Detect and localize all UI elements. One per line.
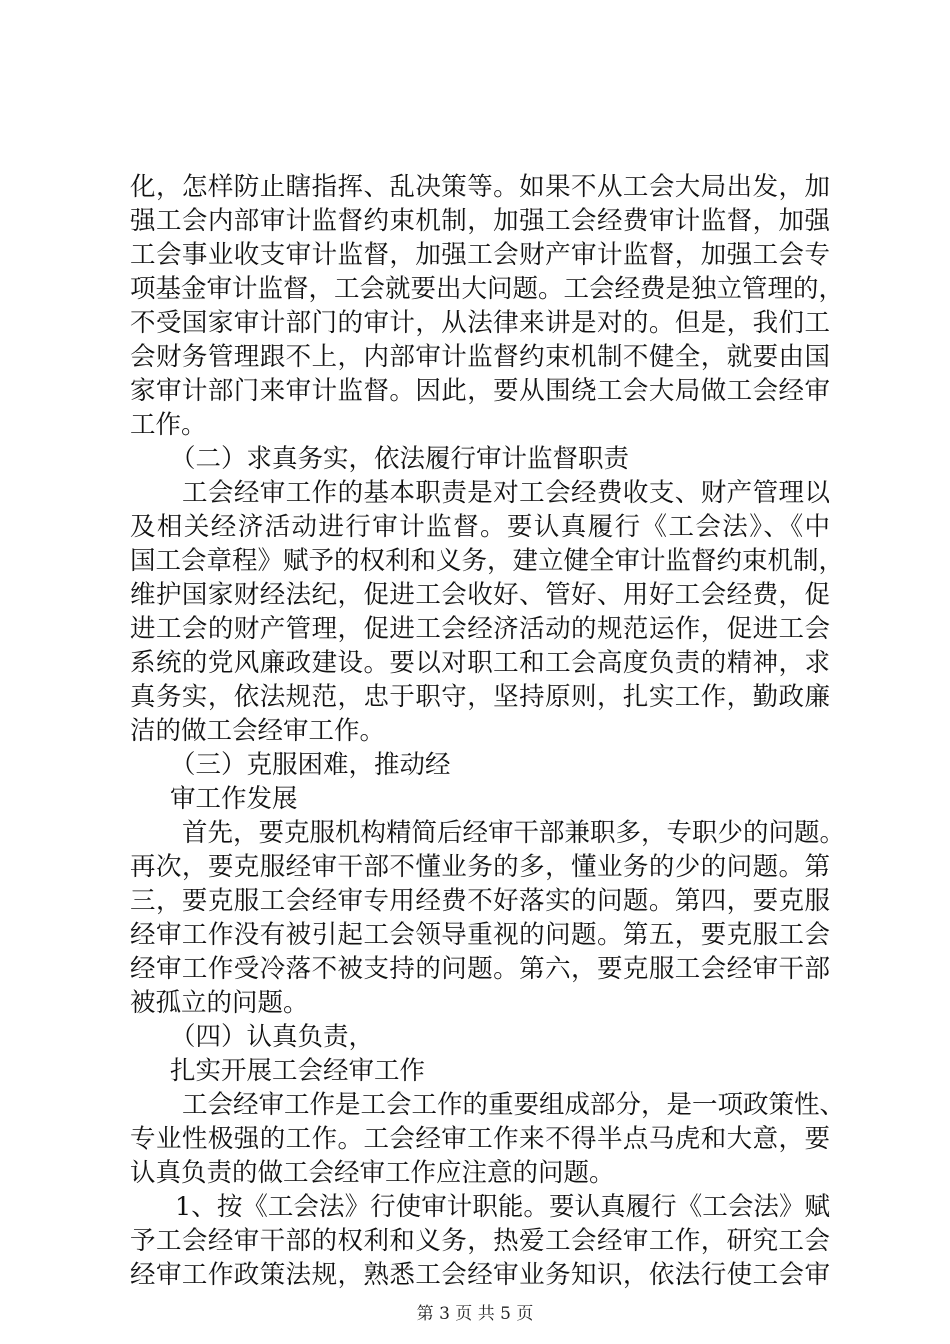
text-line: 洁的做工会经审工作。	[130, 716, 386, 746]
text-line: 首先，要克服机构精简后经审干部兼职多，专职少的问题。	[182, 818, 846, 848]
text-line: 工会经审工作的基本职责是对工会经费收支、财产管理以	[182, 478, 830, 508]
text-line: 三，要克服工会经审专用经费不好落实的问题。第四，要克服	[130, 886, 830, 916]
text-line: 会财务管理跟不上，内部审计监督约束机制不健全，就要由国	[130, 342, 830, 372]
section-heading: 审工作发展	[170, 784, 298, 814]
text-line: 不受国家审计部门的审计，从法律来讲是对的。但是，我们工	[130, 308, 830, 338]
section-heading: （三）克服困难，推动经	[170, 750, 451, 780]
text-line: 家审计部门来审计监督。因此，要从围绕工会大局做工会经审	[130, 376, 830, 406]
text-line: 真务实，依法规范，忠于职守，坚持原则，扎实工作，勤政廉	[130, 682, 830, 712]
text-line: 1、按《工会法》行使审计职能。要认真履行《工会法》赋	[175, 1192, 830, 1222]
section-heading: （二）求真务实，依法履行审计监督职责	[170, 444, 630, 474]
text-line: 经审工作政策法规，熟悉工会经审业务知识，依法行使工会审	[130, 1260, 830, 1290]
text-line: 再次，要克服经审干部不懂业务的多，懂业务的少的问题。第	[130, 852, 830, 882]
page-number-footer: 第 3 页 共 5 页	[416, 1304, 534, 1324]
text-line: 认真负责的做工会经审工作应注意的问题。	[130, 1158, 615, 1188]
text-line: 维护国家财经法纪，促进工会收好、管好、用好工会经费，促	[130, 580, 830, 610]
text-line: 经审工作没有被引起工会领导重视的问题。第五，要克服工会	[130, 920, 830, 950]
text-line: 被孤立的问题。	[130, 988, 309, 1018]
text-line: 系统的党风廉政建设。要以对职工和工会高度负责的精神，求	[130, 648, 830, 678]
text-line: 进工会的财产管理，促进工会经济活动的规范运作，促进工会	[130, 614, 830, 644]
text-line: 及相关经济活动进行审计监督。要认真履行《工会法》、《中	[130, 512, 830, 542]
section-heading: 扎实开展工会经审工作	[170, 1056, 426, 1086]
text-line: 项基金审计监督，工会就要出大问题。工会经费是独立管理的，	[130, 274, 845, 304]
text-line: 工作。	[130, 410, 207, 440]
text-line: 工会事业收支审计监督，加强工会财产审计监督，加强工会专	[130, 240, 830, 270]
text-line: 专业性极强的工作。工会经审工作来不得半点马虎和大意，要	[130, 1124, 830, 1154]
section-heading: （四）认真负责，	[170, 1022, 375, 1052]
text-line: 予工会经审干部的权利和义务，热爱工会经审工作，研究工会	[130, 1226, 830, 1256]
text-line: 经审工作受冷落不被支持的问题。第六，要克服工会经审干部	[130, 954, 830, 984]
text-line: 工会经审工作是工会工作的重要组成部分，是一项政策性、	[182, 1090, 846, 1120]
text-line: 化，怎样防止瞎指挥、乱决策等。如果不从工会大局出发，加	[130, 172, 830, 202]
text-line: 国工会章程》赋予的权利和义务，建立健全审计监督约束机制，	[130, 546, 845, 576]
text-line: 强工会内部审计监督约束机制，加强工会经费审计监督，加强	[130, 206, 830, 236]
